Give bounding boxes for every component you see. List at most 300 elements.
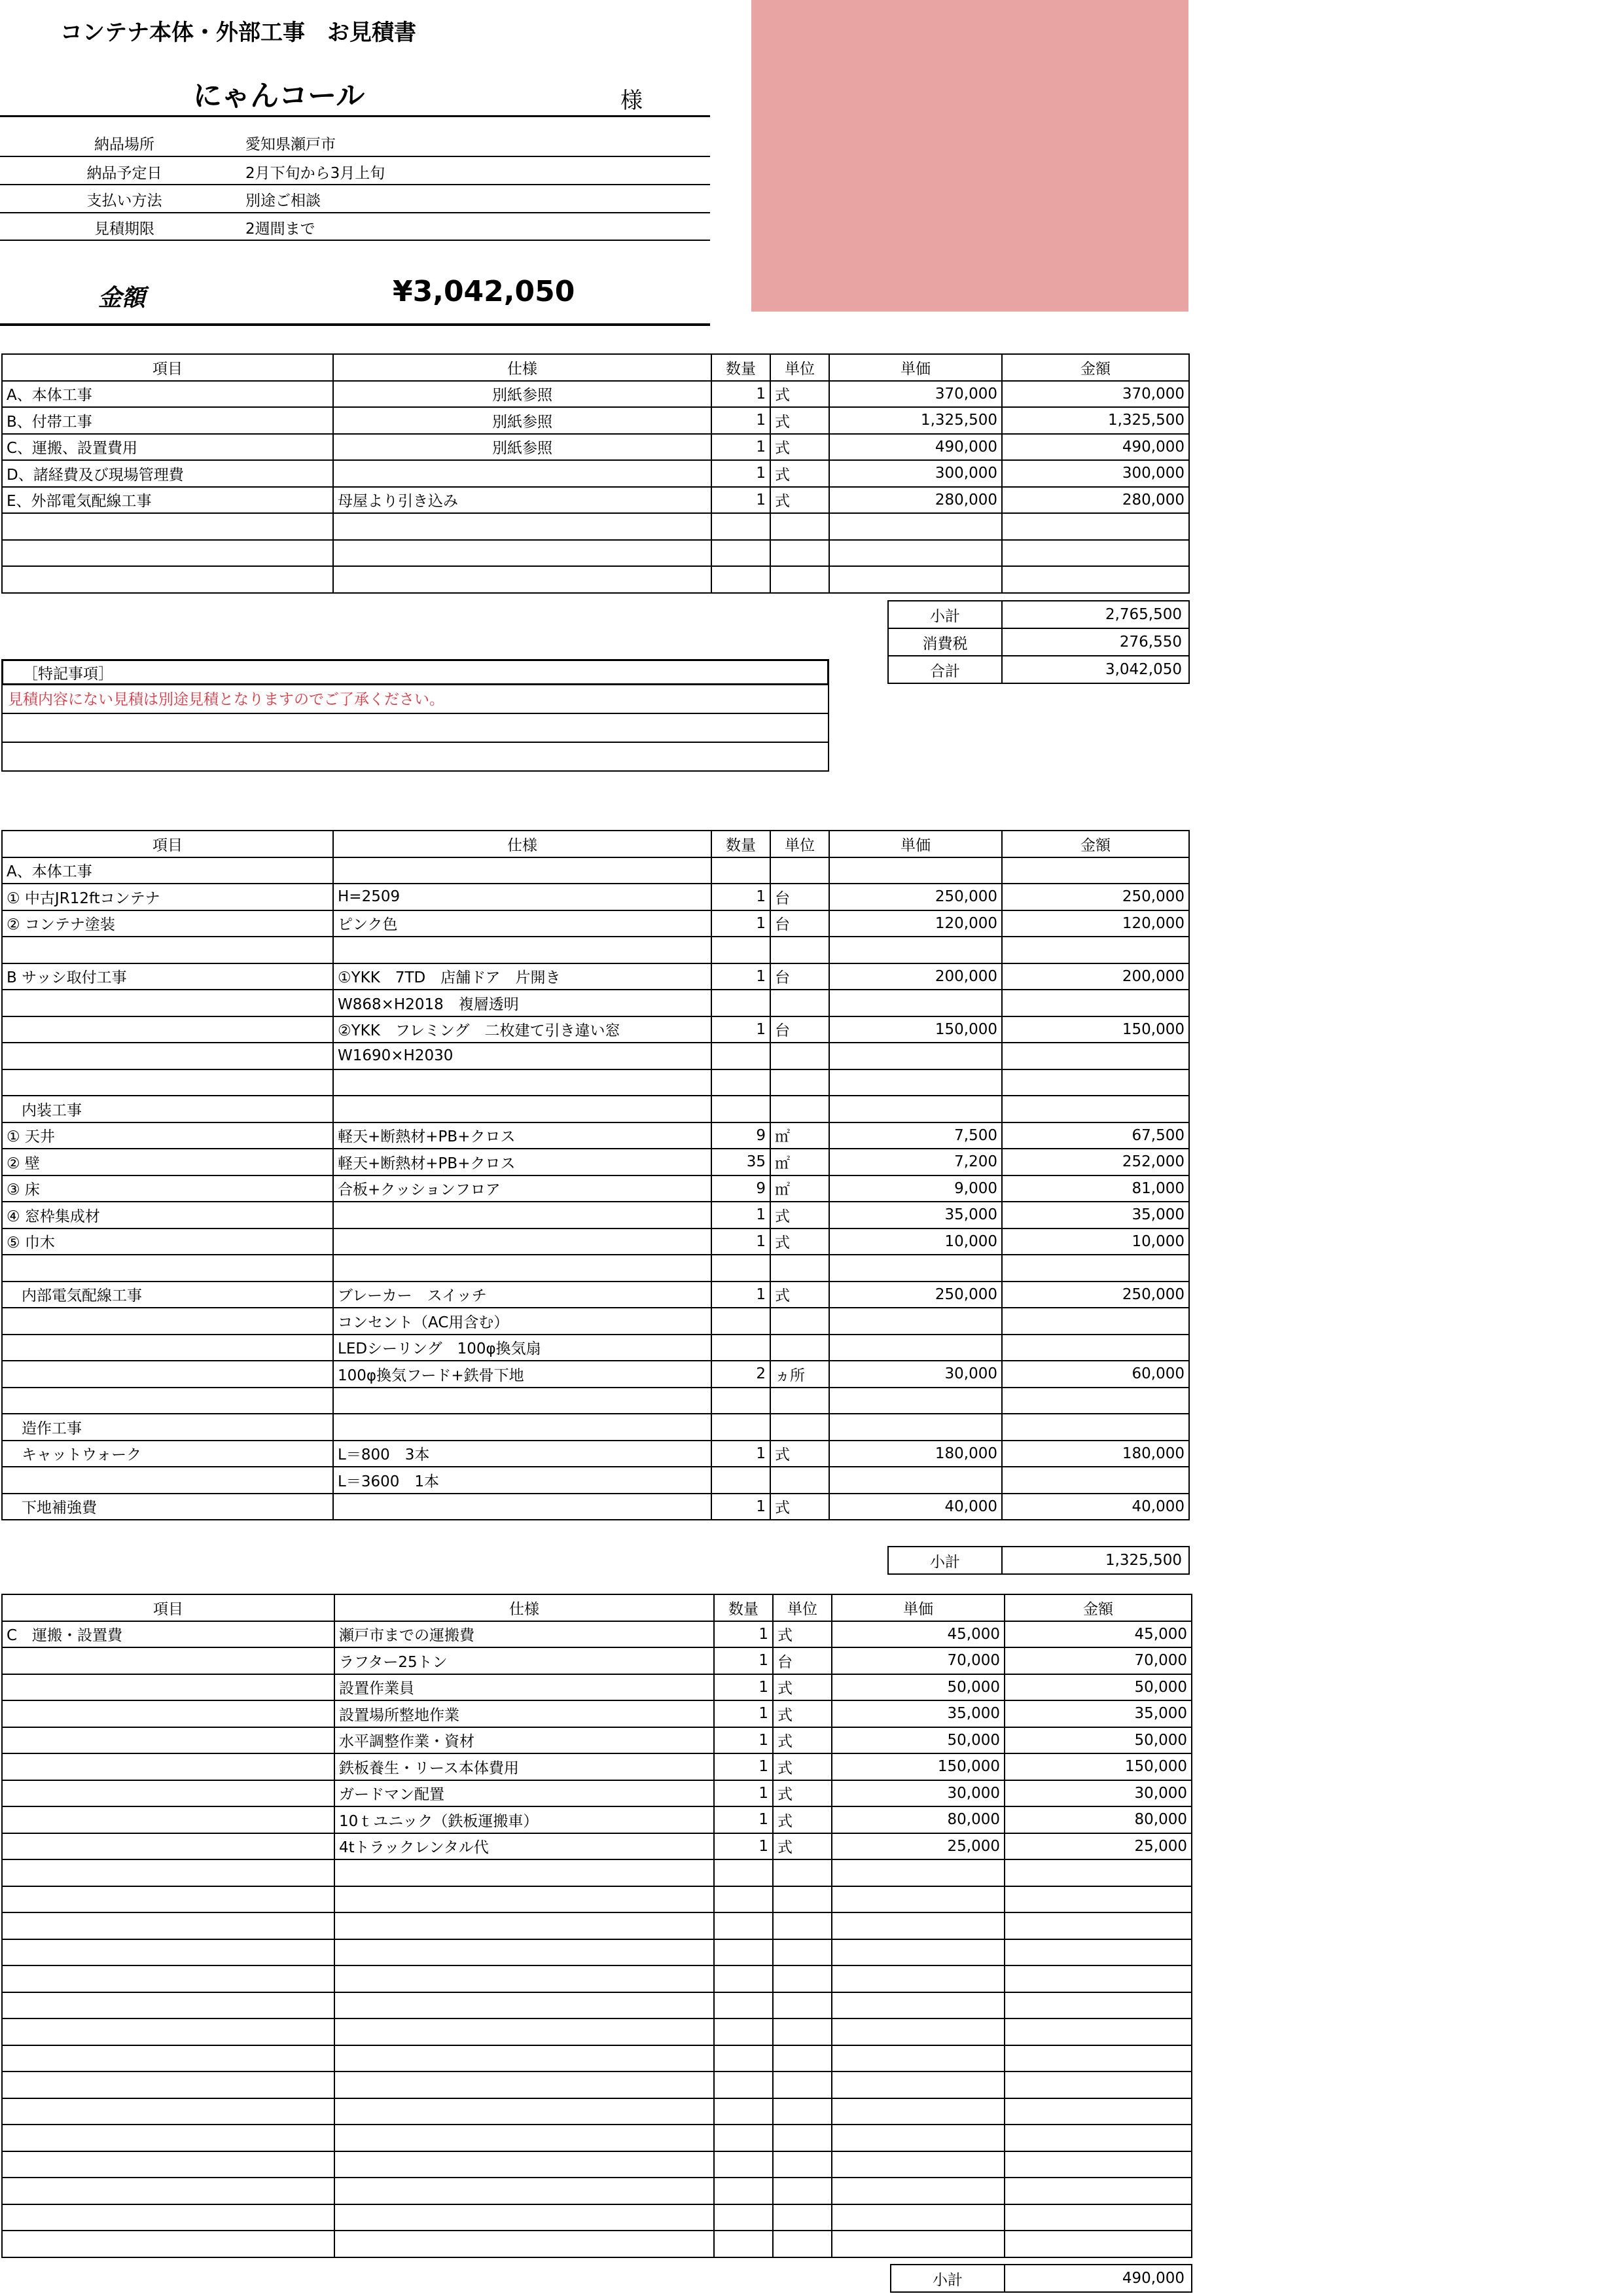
cell-unit-price [832, 2151, 1005, 2178]
cell-spec: 別紙参照 [333, 407, 711, 434]
cell-spec [333, 1202, 711, 1229]
cell-item [2, 1647, 334, 1674]
column-header-unit-price: 単価 [829, 354, 1002, 381]
totals-label: 小計 [888, 1547, 1002, 1574]
info-label: 納品予定日 [86, 165, 162, 182]
cell-unit-price: 150,000 [829, 1016, 1002, 1043]
detail-table-body-works [1, 830, 1190, 1520]
cell-unit [773, 1965, 832, 1992]
cell-qty [711, 1414, 770, 1441]
cell-unit: 台 [770, 884, 829, 910]
totals-table [887, 600, 1190, 684]
cell-unit: ヵ所 [770, 1361, 829, 1388]
cell-amount: 252,000 [1002, 1149, 1189, 1175]
table-row [2, 1647, 1192, 1674]
cell-unit-price [832, 1939, 1005, 1966]
cell-item: A、本体工事 [2, 381, 333, 408]
cell-unit-price: 40,000 [829, 1494, 1002, 1520]
cell-item: ⑤ 巾木 [2, 1229, 333, 1255]
cell-unit [770, 1308, 829, 1335]
amount-label: 金額 [98, 285, 146, 312]
table-row [2, 1833, 1192, 1860]
cell-unit: 式 [773, 1833, 832, 1860]
cell-unit-price: 490,000 [829, 434, 1002, 461]
special-notes [1, 659, 829, 772]
cell-unit-price: 50,000 [832, 1674, 1005, 1701]
cell-unit: 台 [770, 910, 829, 937]
cell-amount: 40,000 [1002, 1494, 1189, 1520]
cell-amount: 25,000 [1005, 1833, 1192, 1860]
cell-spec [333, 1069, 711, 1096]
summary-table [1, 353, 1190, 594]
cell-unit: 式 [770, 1229, 829, 1255]
table-row [2, 1886, 1192, 1913]
cell-qty [711, 857, 770, 884]
divider [0, 184, 710, 185]
notes-line [1, 714, 829, 743]
cell-amount [1005, 2231, 1192, 2257]
cell-spec [333, 1255, 711, 1282]
cell-unit-price [829, 857, 1002, 884]
cell-item [2, 1361, 333, 1388]
cell-spec [334, 2045, 714, 2072]
cell-unit-price: 45,000 [832, 1621, 1005, 1648]
table-row [2, 1175, 1189, 1202]
cell-unit [770, 1388, 829, 1414]
totals-label: 小計 [888, 601, 1002, 628]
cell-amount: 35,000 [1002, 1202, 1189, 1229]
cell-unit [773, 1912, 832, 1939]
cell-unit-price: 180,000 [829, 1441, 1002, 1467]
totals-value: 3,042,050 [1002, 656, 1189, 683]
table-row [2, 540, 1189, 567]
customer-underline [0, 115, 710, 117]
cell-unit: 式 [773, 1806, 832, 1833]
cell-unit-price [832, 2178, 1005, 2204]
cell-spec: W868×H2018 複層透明 [333, 990, 711, 1016]
column-header-spec: 仕様 [333, 831, 711, 857]
cell-unit [770, 1255, 829, 1282]
cell-qty [714, 2098, 773, 2125]
cell-unit-price: 70,000 [832, 1647, 1005, 1674]
cell-item: C、運搬、設置費用 [2, 434, 333, 461]
cell-item: ① 天井 [2, 1122, 333, 1149]
cell-unit [773, 2125, 832, 2151]
cell-amount [1002, 1388, 1189, 1414]
cell-amount [1002, 937, 1189, 963]
cell-qty: 9 [711, 1122, 770, 1149]
cell-amount: 50,000 [1005, 1674, 1192, 1701]
cell-amount: 10,000 [1002, 1229, 1189, 1255]
cell-qty [714, 2151, 773, 2178]
cell-item [2, 2045, 334, 2072]
cell-item [2, 1069, 333, 1096]
cell-qty [714, 2231, 773, 2257]
cell-unit-price: 30,000 [832, 1780, 1005, 1807]
cell-qty [714, 2018, 773, 2045]
cell-spec: ピンク色 [333, 910, 711, 937]
cell-qty: 1 [711, 381, 770, 408]
table-row [2, 1308, 1189, 1335]
cell-item: ③ 床 [2, 1175, 333, 1202]
info-label: 納品場所 [94, 136, 154, 153]
cell-unit [773, 1939, 832, 1966]
totals-value: 490,000 [1005, 2265, 1192, 2292]
cell-unit-price [832, 1886, 1005, 1913]
cell-unit: 式 [773, 1753, 832, 1780]
cell-amount [1005, 1912, 1192, 1939]
cell-spec: 母屋より引き込み [333, 487, 711, 514]
cell-unit: 式 [773, 1780, 832, 1807]
cell-qty: 9 [711, 1175, 770, 1202]
cell-unit [773, 1992, 832, 2019]
divider [0, 240, 710, 241]
cell-unit: 式 [773, 1700, 832, 1727]
cell-qty: 1 [711, 460, 770, 487]
cell-qty [711, 1335, 770, 1361]
cell-amount [1005, 2151, 1192, 2178]
cell-qty [711, 540, 770, 567]
cell-unit-price: 370,000 [829, 381, 1002, 408]
detail-table-transport [1, 1594, 1192, 2258]
cell-amount [1005, 1965, 1192, 1992]
cell-amount [1005, 2018, 1192, 2045]
table-row [2, 1939, 1192, 1966]
column-header-unit-price: 単価 [832, 1594, 1005, 1621]
cell-qty [711, 1255, 770, 1282]
cell-spec [333, 1096, 711, 1122]
cell-unit-price [832, 2072, 1005, 2098]
table-row [2, 2098, 1192, 2125]
cell-unit: 台 [770, 963, 829, 990]
table-row [2, 1255, 1189, 1282]
table-row [2, 1282, 1189, 1308]
totals-label: 小計 [891, 2265, 1005, 2292]
cell-item [2, 1308, 333, 1335]
cell-unit-price [829, 566, 1002, 593]
cell-amount [1002, 990, 1189, 1016]
cell-spec: 別紙参照 [333, 434, 711, 461]
cell-unit-price [832, 2018, 1005, 2045]
cell-unit: 台 [770, 1016, 829, 1043]
cell-item [2, 540, 333, 567]
table-row [2, 1727, 1192, 1754]
table-row [2, 1149, 1189, 1175]
table-row [2, 990, 1189, 1016]
cell-amount: 150,000 [1002, 1016, 1189, 1043]
cell-unit-price [829, 1096, 1002, 1122]
cell-unit-price: 30,000 [829, 1361, 1002, 1388]
cell-spec: 100φ換気フード+鉄骨下地 [333, 1361, 711, 1388]
cell-item [2, 1780, 334, 1807]
cell-unit-price [829, 1255, 1002, 1282]
cell-spec: L＝800 3本 [333, 1441, 711, 1467]
cell-amount [1002, 1043, 1189, 1069]
cell-unit: ㎡ [770, 1175, 829, 1202]
cell-qty [711, 1388, 770, 1414]
cell-spec: W1690×H2030 [333, 1043, 711, 1069]
table-row [2, 1388, 1189, 1414]
table-row [2, 1229, 1189, 1255]
cell-amount: 67,500 [1002, 1122, 1189, 1149]
cell-amount: 50,000 [1005, 1727, 1192, 1754]
table-row [2, 434, 1189, 461]
cell-qty: 1 [714, 1780, 773, 1807]
cell-spec: 10ｔユニック（鉄板運搬車） [334, 1806, 714, 1833]
cell-spec: H=2509 [333, 884, 711, 910]
cell-spec: 鉄板養生・リース本体費用 [334, 1753, 714, 1780]
cell-unit [773, 2072, 832, 2098]
cell-unit-price [832, 1965, 1005, 1992]
cell-item: B サッシ取付工事 [2, 963, 333, 990]
cell-unit [773, 2018, 832, 2045]
cell-amount [1002, 1255, 1189, 1282]
cell-amount [1002, 1069, 1189, 1096]
cell-spec: L＝3600 1本 [333, 1467, 711, 1494]
cell-item [2, 1992, 334, 2019]
cell-amount [1002, 1414, 1189, 1441]
cell-item [2, 1727, 334, 1754]
table-row [2, 2151, 1192, 2178]
table-row [2, 513, 1189, 540]
cell-amount [1002, 1467, 1189, 1494]
detail-c-subtotal [890, 2264, 1192, 2293]
cell-unit: 式 [770, 407, 829, 434]
cell-qty [714, 1992, 773, 2019]
cell-amount [1005, 1939, 1192, 1966]
totals-value: 1,325,500 [1002, 1547, 1189, 1574]
cell-item [2, 2018, 334, 2045]
cell-unit: 式 [770, 487, 829, 514]
table-row [2, 1806, 1192, 1833]
cell-unit: 式 [773, 1621, 832, 1648]
column-header-amount: 金額 [1002, 354, 1189, 381]
table-row [2, 2178, 1192, 2204]
column-header-unit: 単位 [770, 354, 829, 381]
subtotal-row [891, 2265, 1192, 2292]
cell-qty: 1 [714, 1753, 773, 1780]
info-label: 見積期限 [94, 221, 154, 238]
table-row [2, 460, 1189, 487]
cell-unit [773, 2231, 832, 2257]
table-row [2, 1043, 1189, 1069]
cell-spec: ガードマン配置 [334, 1780, 714, 1807]
column-header-qty: 数量 [711, 354, 770, 381]
totals-value: 2,765,500 [1002, 601, 1189, 628]
column-header-amount: 金額 [1002, 831, 1189, 857]
cell-unit [770, 513, 829, 540]
table-row [2, 1621, 1192, 1648]
cell-amount: 1,325,500 [1002, 407, 1189, 434]
cell-unit [773, 1859, 832, 1886]
cell-qty [711, 937, 770, 963]
cell-item: 内装工事 [2, 1096, 333, 1122]
table-row [2, 1069, 1189, 1096]
cell-spec [333, 937, 711, 963]
table-row [2, 1414, 1189, 1441]
info-value: 2週間まで [245, 221, 315, 238]
cell-unit: 式 [773, 1727, 832, 1754]
cell-spec: ブレーカー スイッチ [333, 1282, 711, 1308]
table-row [2, 2125, 1192, 2151]
honorific: 様 [620, 88, 643, 114]
cell-item: C 運搬・設置費 [2, 1621, 334, 1648]
cell-unit-price: 80,000 [832, 1806, 1005, 1833]
cell-spec [334, 2204, 714, 2231]
cell-amount [1002, 1096, 1189, 1122]
column-header-spec: 仕様 [334, 1594, 714, 1621]
column-header-qty: 数量 [714, 1594, 773, 1621]
cell-unit-price [829, 1335, 1002, 1361]
cell-unit-price: 250,000 [829, 884, 1002, 910]
cell-spec: ①YKK 7TD 店舗ドア 片開き [333, 963, 711, 990]
cell-item [2, 1043, 333, 1069]
table-row [2, 1992, 1192, 2019]
cell-unit: 式 [770, 1494, 829, 1520]
cell-item: ④ 窓枠集成材 [2, 1202, 333, 1229]
notes-line: 見積内容にない見積は別途見積となりますのでご了承ください。 [1, 685, 829, 714]
cell-spec [334, 2231, 714, 2257]
cell-item [2, 2204, 334, 2231]
table-row [2, 857, 1189, 884]
cell-amount: 60,000 [1002, 1361, 1189, 1388]
cell-item [2, 2231, 334, 2257]
divider [0, 212, 710, 213]
cell-spec [334, 2178, 714, 2204]
cell-item: 下地補強費 [2, 1494, 333, 1520]
table-row [2, 1780, 1192, 1807]
cell-amount [1002, 857, 1189, 884]
cell-item [2, 1335, 333, 1361]
cell-unit-price: 280,000 [829, 487, 1002, 514]
cell-qty [714, 2072, 773, 2098]
cell-unit-price: 25,000 [832, 1833, 1005, 1860]
cell-qty [711, 1308, 770, 1335]
info-label: 支払い方法 [86, 192, 162, 209]
cell-unit [770, 1096, 829, 1122]
cell-unit-price [832, 2098, 1005, 2125]
cell-qty [714, 1939, 773, 1966]
cell-unit-price: 250,000 [829, 1282, 1002, 1308]
cell-unit: 式 [770, 381, 829, 408]
cell-qty [711, 1043, 770, 1069]
cell-amount: 250,000 [1002, 884, 1189, 910]
cell-item: D、諸経費及び現場管理費 [2, 460, 333, 487]
cell-spec [334, 2098, 714, 2125]
cell-qty: 1 [714, 1621, 773, 1648]
cell-amount [1005, 2204, 1192, 2231]
cell-item [2, 1886, 334, 1913]
cell-spec: 軽天+断熱材+PB+クロス [333, 1149, 711, 1175]
cell-qty: 1 [711, 1229, 770, 1255]
cell-spec: ラフター25トン [334, 1647, 714, 1674]
table-row [2, 487, 1189, 514]
cell-qty: 1 [711, 1441, 770, 1467]
cell-spec: 別紙参照 [333, 381, 711, 408]
cell-qty [714, 1912, 773, 1939]
cell-unit [770, 990, 829, 1016]
totals-label: 合計 [888, 656, 1002, 683]
cell-amount: 35,000 [1005, 1700, 1192, 1727]
cell-amount [1002, 1335, 1189, 1361]
cell-spec [333, 566, 711, 593]
cell-unit: 式 [770, 1441, 829, 1467]
subtotal-row [888, 601, 1189, 628]
table-row [2, 1202, 1189, 1229]
amount-underline [0, 323, 710, 326]
cell-item [2, 2151, 334, 2178]
cell-qty [711, 513, 770, 540]
cell-unit-price: 7,200 [829, 1149, 1002, 1175]
column-header-spec: 仕様 [333, 354, 711, 381]
document-title: コンテナ本体・外部工事 お見積書 [60, 20, 416, 46]
cell-item: A、本体工事 [2, 857, 333, 884]
cell-qty [714, 2045, 773, 2072]
column-header-unit: 単位 [770, 831, 829, 857]
cell-spec [334, 1992, 714, 2019]
cell-qty [714, 2178, 773, 2204]
cell-qty [711, 1069, 770, 1096]
cell-unit-price [832, 2125, 1005, 2151]
cell-spec [333, 1494, 711, 1520]
cell-qty: 1 [711, 910, 770, 937]
cell-item: E、外部電気配線工事 [2, 487, 333, 514]
cell-qty [714, 1859, 773, 1886]
table-row [2, 381, 1189, 408]
cell-item [2, 1806, 334, 1833]
table-header-row [2, 354, 1189, 381]
cell-item [2, 1912, 334, 1939]
cell-unit-price [829, 1069, 1002, 1096]
table-row [2, 407, 1189, 434]
cell-unit-price [829, 990, 1002, 1016]
cell-amount [1005, 1992, 1192, 2019]
totals-label: 消費税 [888, 628, 1002, 656]
cell-qty: 1 [714, 1806, 773, 1833]
cell-amount: 280,000 [1002, 487, 1189, 514]
cell-qty: 1 [714, 1700, 773, 1727]
table-row [2, 1494, 1189, 1520]
cell-qty [711, 990, 770, 1016]
cell-amount: 30,000 [1005, 1780, 1192, 1807]
table-row [2, 937, 1189, 963]
cell-spec [334, 2125, 714, 2151]
cell-spec [334, 1859, 714, 1886]
cell-amount [1002, 566, 1189, 593]
cell-item [2, 1859, 334, 1886]
cell-unit-price [829, 1388, 1002, 1414]
column-header-unit-price: 単価 [829, 831, 1002, 857]
cell-amount: 45,000 [1005, 1621, 1192, 1648]
cell-unit-price: 35,000 [832, 1700, 1005, 1727]
cell-qty: 35 [711, 1149, 770, 1175]
cell-qty [711, 1467, 770, 1494]
cell-amount [1005, 1886, 1192, 1913]
cell-item: 内部電気配線工事 [2, 1282, 333, 1308]
column-header-unit: 単位 [773, 1594, 832, 1621]
cell-amount: 80,000 [1005, 1806, 1192, 1833]
column-header-qty: 数量 [711, 831, 770, 857]
cell-qty: 1 [714, 1727, 773, 1754]
cell-item [2, 1255, 333, 1282]
cell-qty [714, 2204, 773, 2231]
cell-qty: 1 [711, 434, 770, 461]
cell-unit: 式 [770, 1282, 829, 1308]
cell-unit [773, 2178, 832, 2204]
table-row [2, 2072, 1192, 2098]
table-row [2, 1912, 1192, 1939]
cell-spec: 瀬戸市までの運搬費 [334, 1621, 714, 1648]
